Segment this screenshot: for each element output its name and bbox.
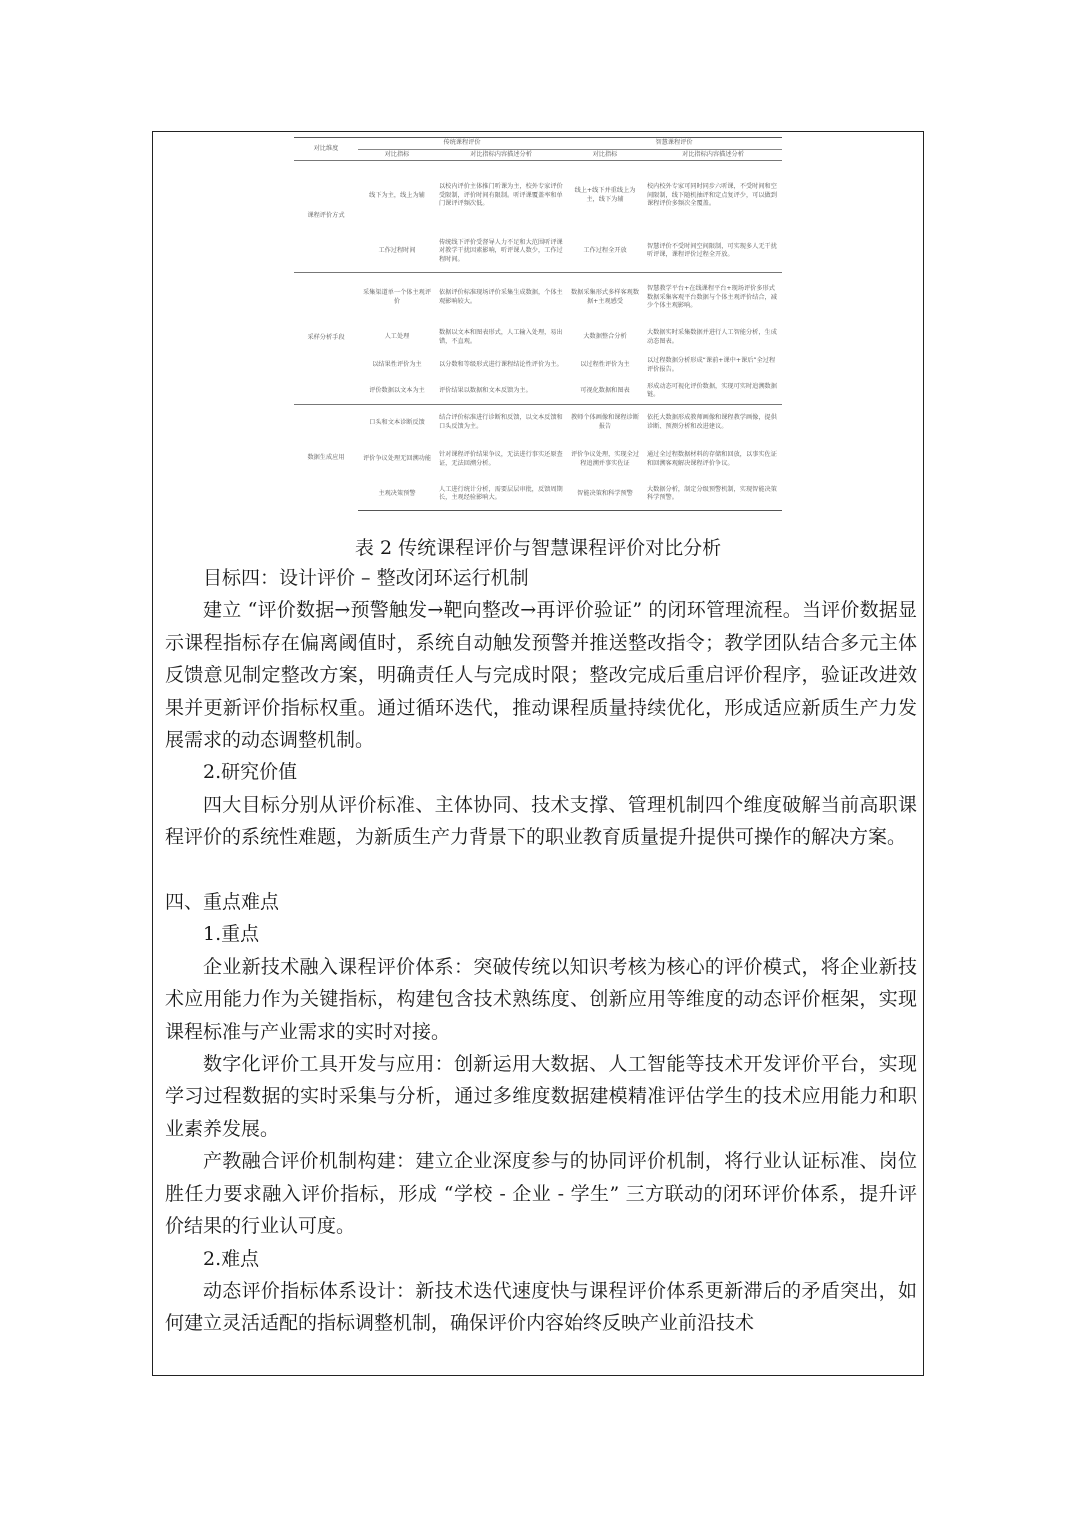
table-cell: 大数据分析，制定分级预警机制，实现智能决策科学预警。 [644,479,782,511]
table-cell: 以分数和等级形式进行课程结论性评价为主。 [439,361,563,369]
table-head-smart: 智慧课程评价 [566,138,782,150]
table-cell: 以过程性评价为主 [580,361,630,369]
table-group-label: 采样分析手段 [294,273,358,405]
table-cell: 人工处理 [384,333,410,341]
table-cell: 针对课程评价结果争议，无法进行事实还原查证，无法回溯分析。 [439,451,563,467]
table-cell: 依托大数据形成教师画像和课程教学画像，提供诊断、预测分析和改进建议。 [644,405,782,441]
goal4-paragraph: 建立 “评价数据→预警触发→靶向整改→再评价验证” 的闭环管理流程。当评价数据显示课程指标存在偏离阈值时，系统自动触发预警并推送整改指令；教学团队结合多元主体反馈意见制定整改方案，明确责任人与完成时限；整改完成后重启评价程序，验证改进效果并更新评价指标权重。通过循环迭代，推动课程质量持续优化，形成适应新质生产力发展需求的动态调整机制。 [165,599,917,752]
table-cell: 工作过程时间 [378,247,416,255]
table-cell: 大数据整合分析 [583,333,627,341]
key-points-title: 1.重点 [203,923,260,946]
table-cell: 工作过程全开放 [583,247,627,255]
table-subhead: 对比指标内容描述分析 [436,149,566,161]
comparison-table [294,137,782,511]
table-cell: 智能决策和科学预警 [566,479,644,511]
table-head-traditional: 传统课程评价 [358,138,566,150]
table-cell: 主观决策预警 [358,479,436,511]
key-point-paragraph: 产教融合评价机制构建：建立企业深度参与的协同评价机制，将行业认证标准、岗位胜任力要求融入评价指标，形成 “学校 - 企业 - 学生” 三方联动的闭环评价体系，提升评价结果的行业认可度。 [165,1150,917,1238]
table-cell: 通过全过程数据材料的存储和回放，以事实佐证和回溯客观解决课程评价争议。 [647,451,777,467]
key-point-paragraph: 企业新技术融入课程评价体系：突破传统以知识考核为核心的评价模式，将企业新技术应用能力作为关键指标，构建包含技术熟练度、创新应用等维度的动态评价框架，实现课程标准与产业需求的实时对接。 [165,955,917,1043]
table-cell: 评价数据以文本为主 [369,387,425,395]
table-cell: 以校内评价主体推门听课为主，校外专家评价受限制，评价时间有限制。听评课覆盖率和单门课评评频次低。 [436,161,566,231]
research-value-paragraph: 四大目标分别从评价标准、主体协同、技术支撑、管理机制四个维度破解当前高职课程评价的系统性难题，为新质生产力背景下的职业教育质量提升提供可操作的解决方案。 [165,793,917,849]
table-cell: 线下为主，线上为辅 [358,161,436,231]
table-cell: 智慧教学平台+在线课程平台+现场评价多形式数据采集客观平台数据与个体主观评价结合，减少个体主观影响。 [644,273,782,323]
key-point-paragraph: 数字化评价工具开发与应用：创新运用大数据、人工智能等技术开发评价平台，实现学习过程数据的实时采集与分析，通过多维度数据建模精准评估学生的技术应用能力和职业素养发展。 [165,1053,917,1140]
table-cell: 校内校外专家可同时同步六听课，不受时间和空间限制，线下随机抽评和定点复评少，可以做到课程评价多频次全覆盖。 [644,161,782,231]
section-title: 四、重点难点 [165,891,280,914]
table-cell: 传统线下评价受督导人力不足和大范围听评课对教学干扰因素影响，听评课人数少，工作过程时间。 [439,238,563,263]
research-value-title: 2.研究价值 [203,761,298,784]
table-cell: 以过程数据分析形成“课前+课中+课后”全过程评价报告。 [647,357,776,373]
goal4-title: 目标四：设计评价 – 整改闭环运行机制 [203,567,529,589]
table-cell: 可视化数据和图表 [580,387,630,395]
table-cell: 采集渠道单一个体主观评价 [358,273,436,323]
table-cell: 以结果性评价为主 [372,361,422,369]
table-cell: 教师个体画像和课程诊断报告 [566,405,644,441]
difficulty-paragraph: 动态评价指标体系设计：新技术迭代速度快与课程评价体系更新滞后的矛盾突出，如何建立灵活适配的指标调整机制，确保评价内容始终反映产业前沿技术 [165,1279,917,1335]
table-cell: 评价争议处理无回溯功能 [362,455,432,463]
table-cell: 依据评价标准现场评价采集生成数据，个体主观影响较大。 [436,273,566,323]
table-caption: 表 2 传统课程评价与智慧课程评价对比分析 [354,537,722,559]
table-cell: 人工进行统计分析，需要层层审批，反馈周期长，主观经验影响大。 [436,479,566,511]
table-group-label: 数据生成应用 [294,405,358,511]
table-cell: 数据以文本和图表形式，人工输入处理，易出错，不直观。 [439,329,563,345]
difficulties-title: 2.难点 [203,1247,260,1270]
table-cell: 智慧评价不受时间空间限制，可实现多人无干扰听评课，课程评价过程全开放。 [647,242,777,259]
table-cell: 评价结果以数据和文本反馈为主。 [439,387,532,395]
table-subhead: 对比指标内容描述分析 [644,149,782,161]
spacer [165,854,917,886]
table-head-dimension: 对比维度 [294,138,358,161]
table-cell: 口头和文本诊断反馈 [358,405,436,441]
table-cell: 大数据实时采集数据并进行人工智能分析，生成动态图表。 [647,329,777,345]
table-cell: 数据采集形式多样客观数据+主观感受 [566,273,644,323]
document-frame [152,131,924,1376]
table-cell: 线上+线下并重线上为主，线下为辅 [566,161,644,231]
body-text [165,562,917,1340]
table-cell: 形成动态可视化评价数据，实现可实时追溯数据链。 [647,382,777,399]
table-group-label: 课程评价方式 [294,161,358,273]
comparison-table-image [294,137,782,525]
table-subhead: 对比指标 [566,149,644,161]
table-cell: 评价争议处理，实现全过程追溯并事实佐证 [570,451,640,467]
table-subhead: 对比指标 [358,149,436,161]
table-cell: 结合评价标准进行诊断和反馈，以文本反馈和口头反馈为主。 [436,405,566,441]
